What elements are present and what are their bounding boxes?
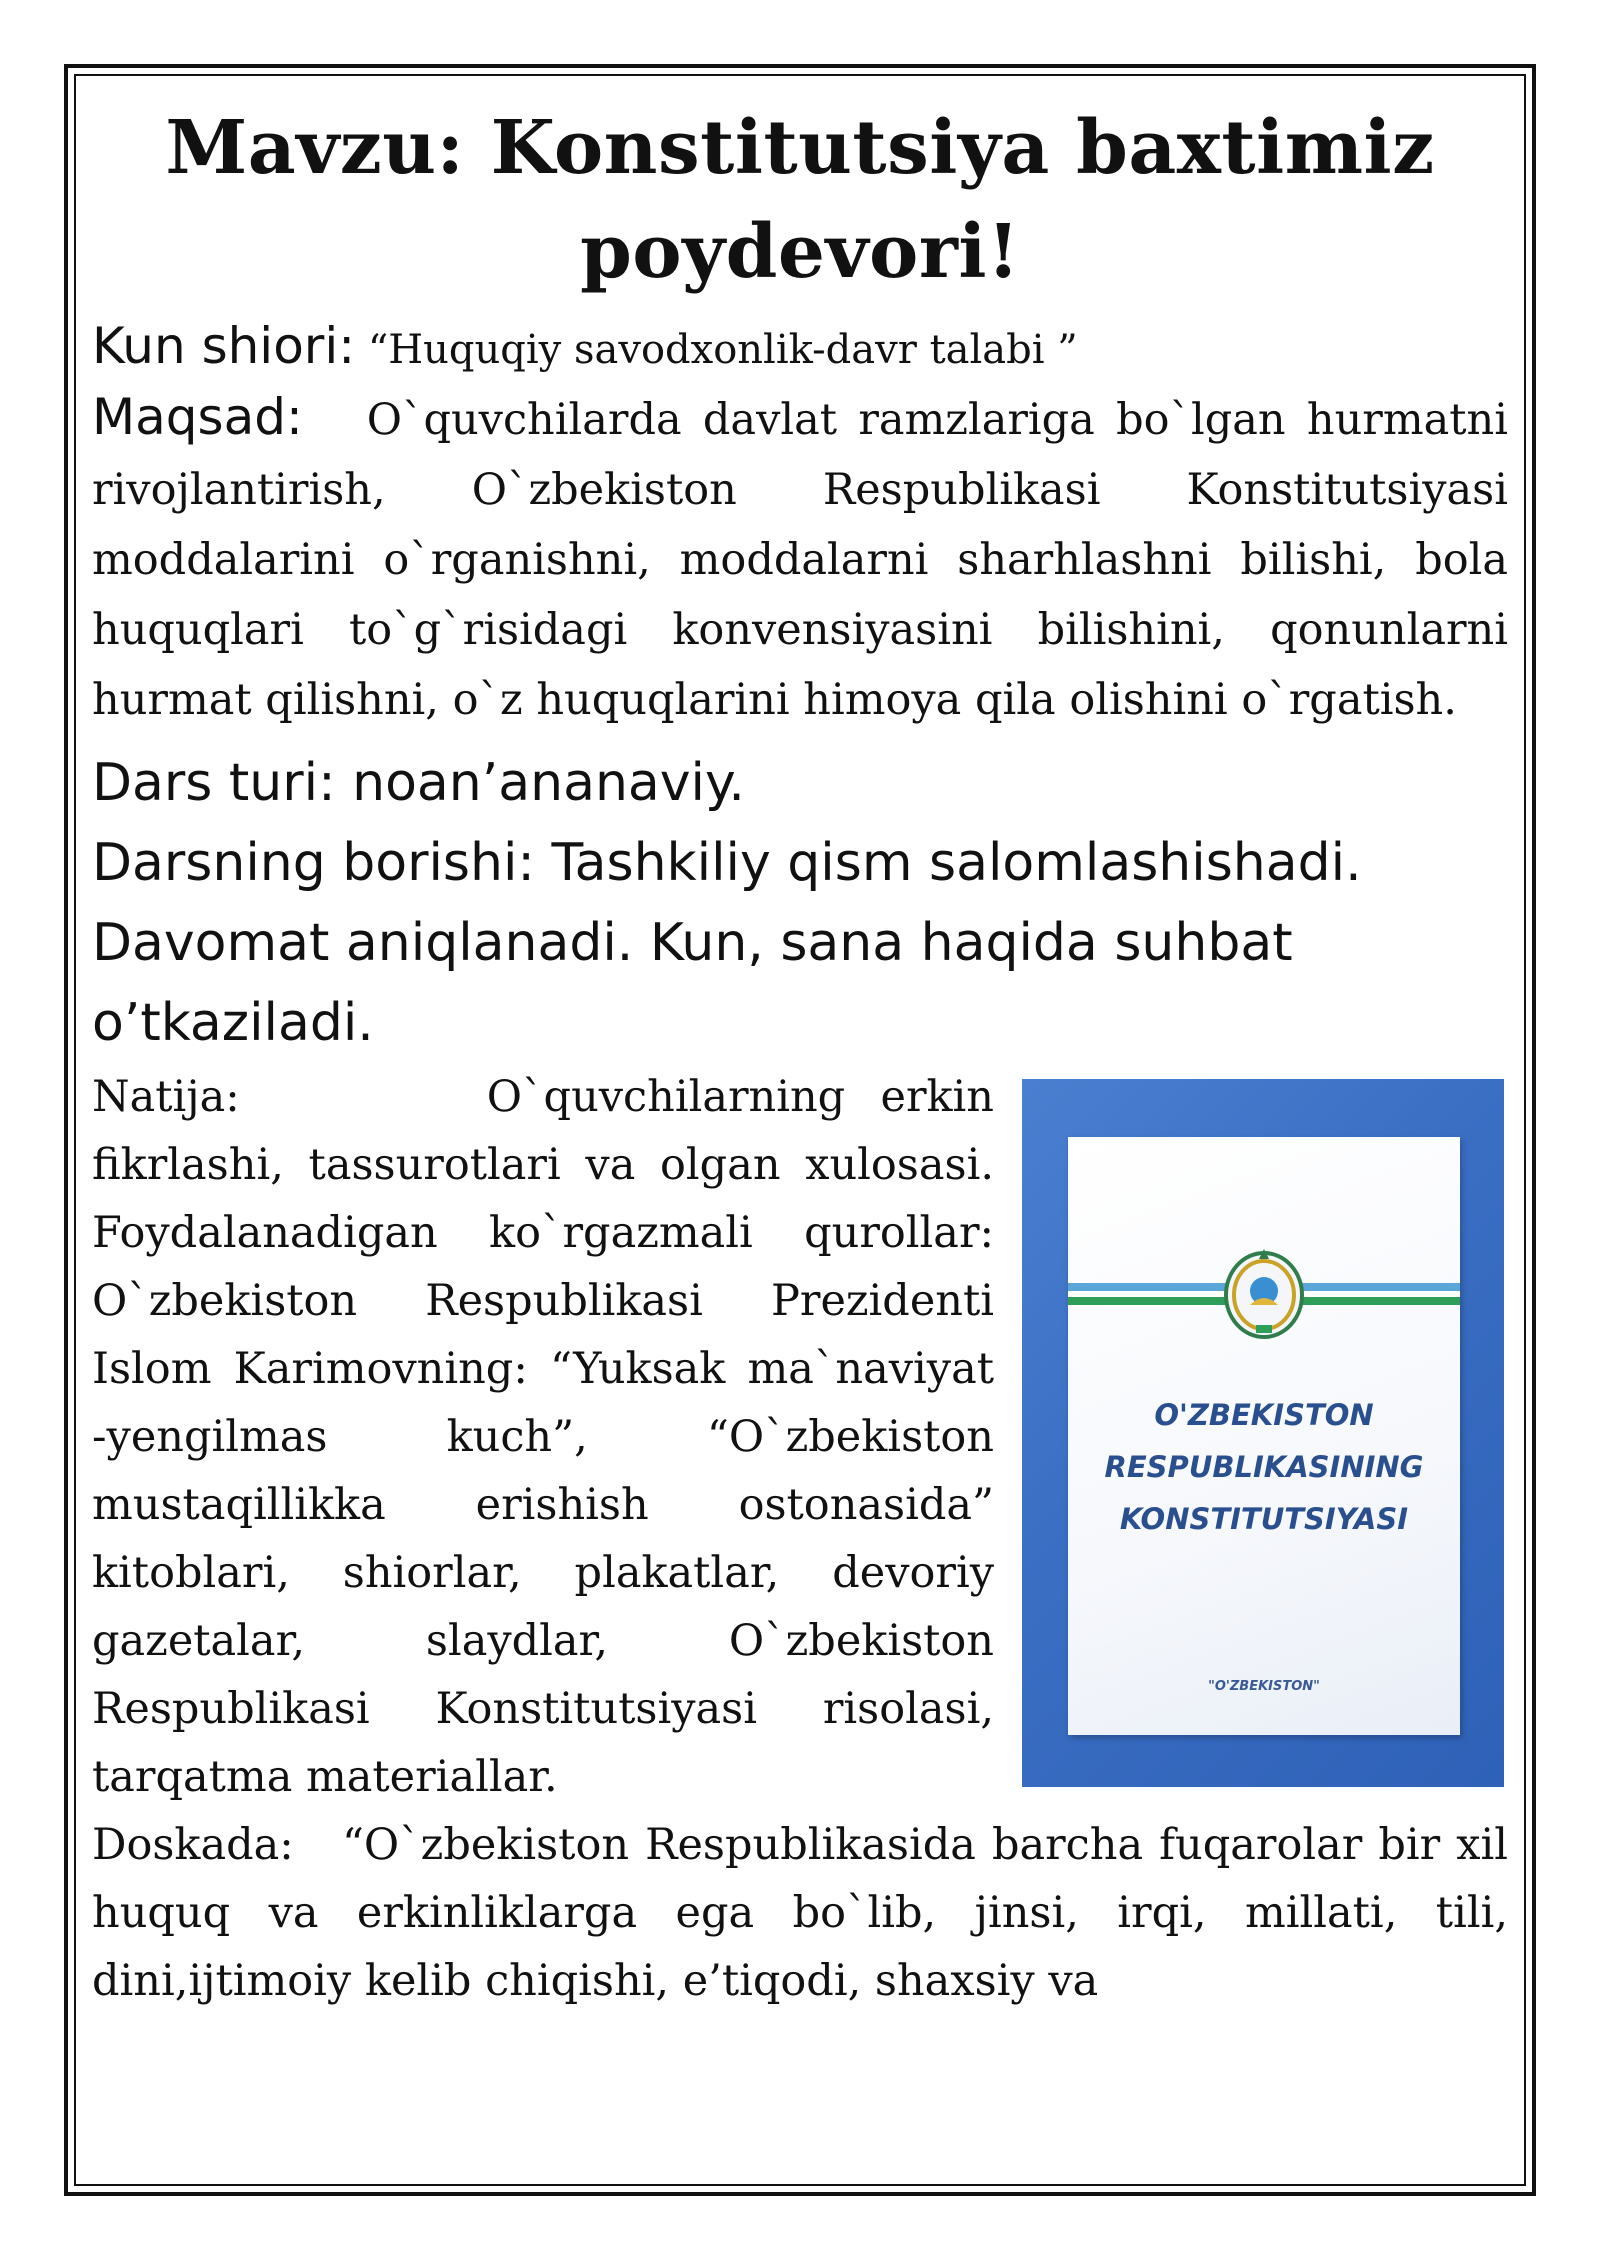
constitution-book-image: [1022, 1079, 1504, 1787]
state-emblem-icon: [1220, 1245, 1308, 1341]
title-line-1: Mavzu: Konstitutsiya baxtimiz: [165, 105, 1435, 191]
darsning-borishi-line-3: o’tkaziladi.: [92, 993, 374, 1053]
book-cover-title: [1068, 1389, 1460, 1545]
kun-shiori-text: “Huquqiy savodxonlik-davr talabi ”: [367, 327, 1078, 373]
book-cover-page: [1068, 1137, 1460, 1735]
maqsad-paragraph: [92, 382, 1508, 735]
natija-label: Natija:: [92, 1072, 240, 1122]
maqsad-text: O`quvchilarda davlat ramzlariga bo`lgan hurmatni rivojlantirish, O`zbekiston Respublikasi Konstitutsiyasi moddalarini o`rganishni, moddalarni sharhlashni bilishi, bola huquqlari to`g`risidagi konvensiyasini bilishini, qonunlarni hurmat qilishni, o`z huquqlarini himoya qila olishini o`rgatish.: [92, 395, 1508, 725]
dars-turi: Dars turi: noan’ananaviy.: [92, 753, 745, 813]
book-title-line-2: RESPUBLIKASINING: [1104, 1450, 1424, 1484]
darsning-borishi-line-2: Davomat aniqlanadi. Kun, sana haqida suhbat: [92, 913, 1293, 973]
darsning-borishi: [92, 823, 1508, 1063]
book-title-line-3: KONSTITUTSIYASI: [1119, 1502, 1409, 1536]
document-body: [92, 96, 1508, 2015]
natija-paragraph: [92, 1063, 994, 1811]
page-title: [92, 96, 1508, 304]
book-publisher: "O'ZBEKISTON": [1208, 1679, 1320, 1694]
doskada-text: “O`zbekiston Respublikasida barcha fuqarolar bir xil huquq va erkinliklarga ega bo`lib, jinsi, irqi, millati, tili, dini,ijtimoiy kelib chiqishi, e’tiqodi, shaxsiy va: [92, 1820, 1508, 2006]
natija-text: O`quvchilarning erkin fikrlashi, tassurotlari va olgan xulosasi. Foydalanadigan ko`rgazmali qurollar: O`zbekiston Respublikasi Prezidenti Islom Karimovning: “Yuksak ma`naviyat -yengilmas kuch”, “O`zbekiston mustaqillikka erishish ostonasida” kitoblari, shiorlar, plakatlar, devoriy gazetalar, slaydlar, O`zbekiston Respublikasi Konstitutsiyasi risolasi, tarqatma materiallar.: [92, 1072, 994, 1802]
darsning-borishi-line-1: Darsning borishi: Tashkiliy qism salomlashishadi.: [92, 833, 1362, 893]
doskada-label: Doskada:: [92, 1820, 294, 1870]
book-title-line-1: O'ZBEKISTON: [1154, 1398, 1374, 1432]
title-line-2: poydevori!: [580, 209, 1020, 295]
kun-shiori: [92, 314, 1508, 382]
kun-shiori-label: Kun shiori:: [92, 317, 356, 375]
maqsad-label: Maqsad:: [92, 388, 303, 446]
natija-section: [92, 1063, 1508, 1811]
doskada-paragraph: [92, 1811, 1508, 2015]
